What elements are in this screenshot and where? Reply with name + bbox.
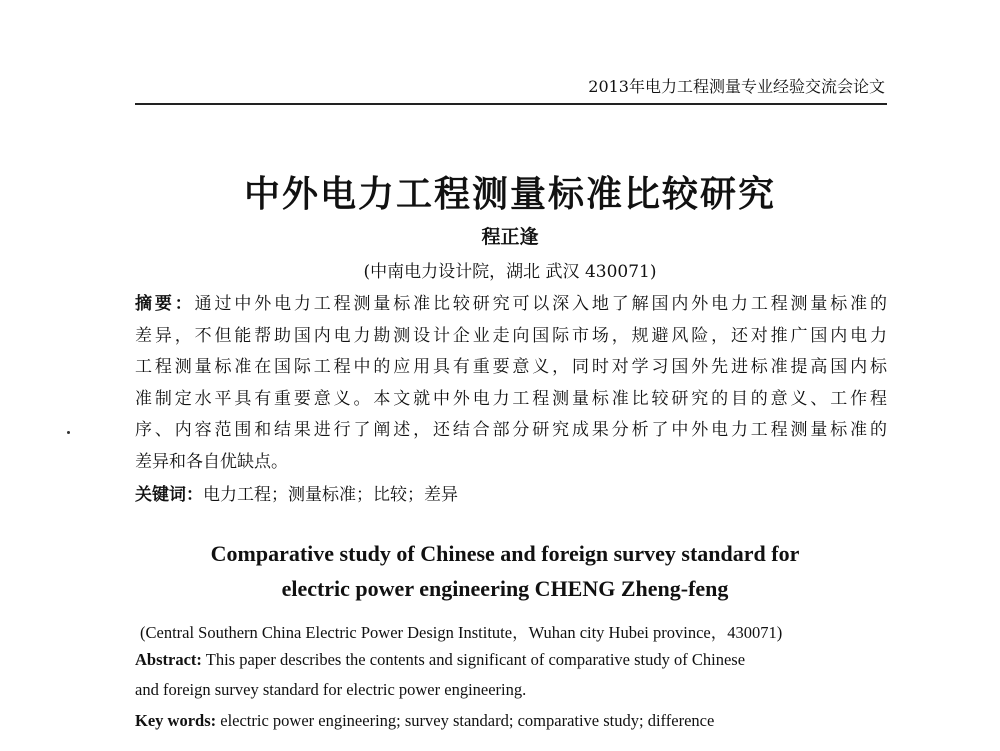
abstract-cn-line xyxy=(135,289,887,314)
english-keywords-label: Key words: xyxy=(135,711,217,730)
author: 程正逢 xyxy=(481,226,539,248)
abstract-cn-text: 通过中外电力工程测量标准比较研究可以深入地了解国内外电力工程测量标准的 xyxy=(194,294,888,314)
abstract-cn-line: 工程测量标准在国际工程中的应用具有重要意义，同时对学习国外先进标准提高国内标 xyxy=(135,357,887,377)
english-title-line1: Comparative study of Chinese and foreign survey standard for xyxy=(210,541,800,566)
running-header: 2013年电力工程测量专业经验交流会论文 xyxy=(588,77,885,96)
abstract-cn-label: 摘要： xyxy=(135,294,195,314)
abstract-cn-line: 差异，不但能帮助国内电力勘测设计企业走向国际市场，规避风险，还对推广国内电力 xyxy=(135,326,887,346)
header-rule xyxy=(135,103,887,105)
english-title-line2: electric power engineering CHENG Zheng-feng xyxy=(281,576,729,601)
english-abstract-line1 xyxy=(135,650,745,670)
keywords-cn-label: 关键词： xyxy=(135,485,203,505)
english-abstract-label: Abstract: xyxy=(135,650,202,669)
english-abstract-line2: and foreign survey standard for electric power engineering. xyxy=(135,680,527,699)
scan-speck xyxy=(67,431,70,434)
page-title: 中外电力工程测量标准比较研究 xyxy=(243,174,776,215)
english-keywords-text: electric power engineering; survey standard; comparative study; difference xyxy=(220,711,715,730)
abstract-cn-line: 序、内容范围和结果进行了阐述，还结合部分研究成果分析了中外电力工程测量标准的 xyxy=(135,420,887,440)
english-affiliation: (Central Southern China Electric Power Design Institute，Wuhan city Hubei province，430071) xyxy=(140,623,783,642)
abstract-cn-line: 差异和各自优缺点。 xyxy=(135,452,288,472)
english-abstract-text: This paper describes the contents and significant of comparative study of Chinese xyxy=(205,650,746,669)
keywords-cn xyxy=(135,480,887,505)
abstract-cn-line: 准制定水平具有重要意义。本文就中外电力工程测量标准比较研究的目的意义、工作程 xyxy=(135,389,887,409)
keywords-cn-text: 电力工程；测量标准；比较；差异 xyxy=(203,485,458,505)
affiliation: (中南电力设计院，湖北 武汉 430071) xyxy=(363,262,657,282)
english-keywords xyxy=(135,711,714,731)
